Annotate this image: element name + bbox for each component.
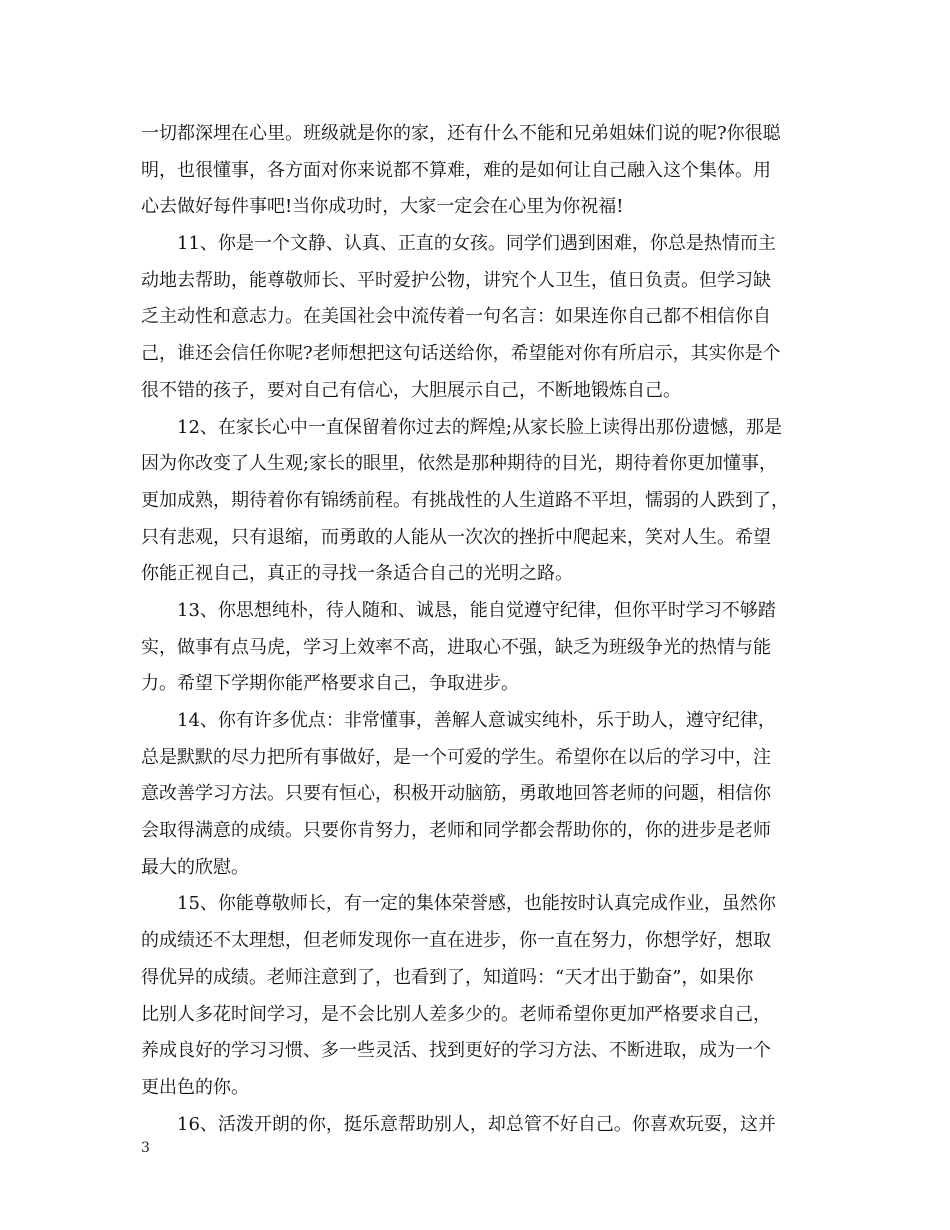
text-line: 乏主动性和意志力。在美国社会中流传着一句名言：如果连你自己都不相信你自 [141, 306, 771, 328]
text-line: 比别人多花时间学习，是不会比别人差多少的。老师希望你更加严格要求自己， [141, 1003, 771, 1025]
text-line: 会取得满意的成绩。只要你肯努力，老师和同学都会帮助你的，你的进步是老师 [141, 820, 771, 842]
text-line: 明，也很懂事，各方面对你来说都不算难，难的是如何让自己融入这个集体。用 [141, 159, 771, 181]
text-line: 更出色的你。 [141, 1076, 249, 1098]
text-line: 你能正视自己，真正的寻找一条适合自己的光明之路。 [141, 563, 573, 585]
text-line: 动地去帮助，能尊敬师长、平时爱护公物，讲究个人卫生，值日负责。但学习缺 [141, 269, 771, 291]
text-line: 力。希望下学期你能严格要求自己，争取进步。 [141, 673, 519, 695]
text-line: 最大的欣慰。 [141, 856, 249, 878]
paragraph-start-line: 13、你思想纯朴，待人随和、诚恳，能自觉遵守纪律，但你平时学习不够踏 [177, 599, 776, 621]
text-line: 得优异的成绩。老师注意到了，也看到了，知道吗：“天才出于勤奋”，如果你 [141, 966, 754, 988]
text-line: 意改善学习方法。只要有恒心，积极开动脑筋，勇敢地回答老师的问题，相信你 [141, 783, 771, 805]
text-line: 只有悲观，只有退缩，而勇敢的人能从一次次的挫折中爬起来，笑对人生。希望 [141, 526, 771, 548]
text-line: 的成绩还不太理想，但老师发现你一直在进步，你一直在努力，你想学好，想取 [141, 930, 771, 952]
page-number: 3 [141, 1140, 150, 1156]
text-line: 养成良好的学习习惯、多一些灵活、找到更好的学习方法、不断进取，成为一个 [141, 1040, 771, 1062]
paragraph-start-line: 15、你能尊敬师长，有一定的集体荣誉感，也能按时认真完成作业，虽然你 [177, 893, 776, 915]
paragraph-start-line: 14、你有许多优点：非常懂事，善解人意诚实纯朴，乐于助人，遵守纪律， [177, 710, 776, 731]
text-line: 心去做好每件事吧!当你成功时，大家一定会在心里为你祝福! [141, 196, 624, 218]
text-line: 很不错的孩子，要对自己有信心，大胆展示自己，不断地锻炼自己。 [141, 379, 681, 401]
text-line: 一切都深埋在心里。班级就是你的家，还有什么不能和兄弟姐妹们说的呢?你很聪 [141, 123, 781, 144]
paragraph-start-line: 16、活泼开朗的你，挺乐意帮助别人，却总管不好自己。你喜欢玩耍，这并 [177, 1113, 776, 1135]
text-line: 实，做事有点马虎，学习上效率不高，进取心不强，缺乏为班级争光的热情与能 [141, 636, 771, 658]
body-text [141, 116, 809, 1143]
text-line: 因为你改变了人生观;家长的眼里，依然是那种期待的目光，期待着你更加懂事， [141, 453, 778, 475]
paragraph-start-line: 11、你是一个文静、认真、正直的女孩。同学们遇到困难，你总是热情而主 [177, 233, 776, 255]
text-line: 更加成熟，期待着你有锦绣前程。有挑战性的人生道路不平坦，懦弱的人跌到了， [141, 489, 789, 511]
text-line: 己，谁还会信任你呢?老师想把这句话送给你，希望能对你有所启示，其实你是个 [141, 343, 781, 365]
paragraph-start-line: 12、在家长心中一直保留着你过去的辉煌;从家长脸上读得出那份遗憾，那是 [177, 416, 782, 438]
text-line: 总是默默的尽力把所有事做好，是一个可爱的学生。希望你在以后的学习中，注 [141, 746, 771, 768]
